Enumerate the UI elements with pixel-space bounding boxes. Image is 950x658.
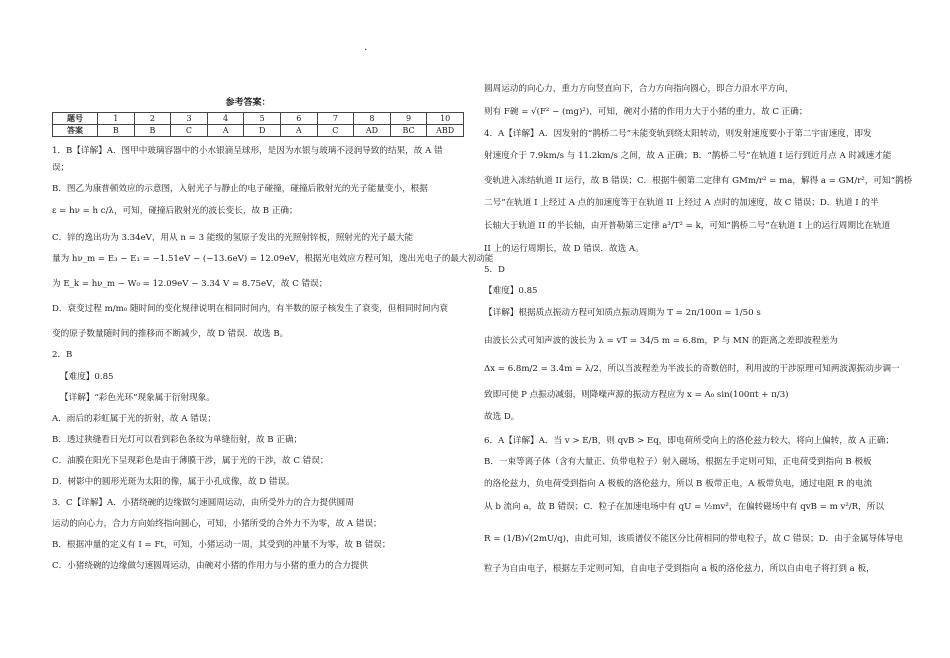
text-line: 量为 hν_m = E₃ − E₁ = −1.51eV − (−13.6eV) = 12.09eV，根据光电效应方程可知，逸出光电子的最大初动能 [52,254,494,264]
text-line: 3．C【详解】A．小猪绕碗的边缘做匀速圆周运动，由所受外力的合力提供圆周 [52,498,354,508]
text-line: 为 E_k = hν_m − W₀ = 12.09eV − 3.34 V = 8.75eV，故 C 错误； [52,279,328,289]
table-cell: ABD [427,125,464,137]
text-line: 6．A【详解】A．当 v > E/B，则 qvB > Eq，即电荷所受向上的洛伦兹力较大，将向上偏转，故 A 正确； [484,436,894,446]
table-cell: 8 [354,113,391,125]
row-label-answer: 答案 [53,125,98,137]
text-line: 由波长公式可知声波的波长为 λ = vT = 34/5 m = 6.8m，P 与 MN 的距离之差即波程差为 [484,336,838,346]
text-line: 从 b 流向 a，故 B 错误；C．粒子在加速电场中有 qU = ½mv²，在偏转磁场中有 qvB = m v²/R，所以 [484,502,884,512]
table-cell: 3 [171,113,208,125]
table-cell: BC [390,125,427,137]
text-line: ε = hν = h c/λ，可知，碰撞后散射光的波长变长，故 B 正确； [52,206,298,216]
table-cell: A [207,125,244,137]
text-line: A．雨后的彩虹属于光的折射，故 A 错误； [52,414,216,424]
table-cell: D [244,125,281,137]
text-line: C．小猪绕碗的边缘做匀速圆周运动，由碗对小猪的作用力与小猪的重力的合力提供 [52,561,368,571]
table-cell: C [171,125,208,137]
text-line: 二号”在轨道 I 上经过 A 点的加速度等于在轨道 II 上经过 A 点时的加速度，故 C 错误；D．轨道 I 的半 [484,198,879,208]
table-cell: 4 [207,113,244,125]
text-line: C．油膜在阳光下呈现彩色是由于薄膜干涉，属于光的干涉，故 C 错误； [52,456,329,466]
text-line: 运动的向心力，合力方向始终指向圆心，可知，小猪所受的合外力不为零，故 A 错误； [52,519,382,529]
text-line: 误； [52,163,70,173]
text-line: 变轨进入冻结轨道 II 运行，故 B 错误；C．根据牛顿第二定律有 GMm/r² = ma，解得 a = GM/r²，可知“鹊桥 [484,176,913,186]
text-line: 的洛伦兹力，负电荷受到指向 A 极板的洛伦兹力，所以 B 板带正电，A 板带负电，通过电阻 R 的电流 [484,479,873,489]
table-cell: 10 [427,113,464,125]
page-header-dot: . [364,42,368,53]
text-line: D．树影中的圆形光斑为太阳的像，属于小孔成像，故 D 错误。 [52,477,295,487]
text-line: 4．A【详解】A．因发射的“鹊桥二号”未能变轨到绕太阳转动，则发射速度要小于第二宇宙速度，即发 [484,129,872,139]
text-line: 【详解】根据质点振动方程可知质点振动周期为 T = 2π/100π = 1/50 s [484,308,761,318]
row-label-number: 题号 [53,113,98,125]
answer-table [52,112,464,137]
table-cell: B [134,125,171,137]
text-line: II 上的运行周期长，故 D 错误．故选 A。 [484,244,644,254]
text-line: 则有 F碗 = √(F² − (mg)²)，可知，碗对小猪的作用力大于小猪的重力，故 C 正确； [484,107,808,117]
text-line: 圆周运动的向心力，重力方向竖直向下，合力方向指向圆心，即合力沿水平方向， [484,84,794,94]
text-line: B．透过狭缝看日光灯可以看到彩色条纹为单缝衍射，故 B 正确； [52,435,303,445]
text-line: 2．B [52,350,73,360]
answer-table-title: 参考答案： [225,98,271,108]
table-cell: 7 [317,113,354,125]
text-line: B．图乙为康普顿效应的示意图，入射光子与静止的电子碰撞，碰撞后散射光的光子能量变小，根据 [52,184,428,194]
text-line: 5．D [484,265,505,275]
text-line: 射速度介于 7.9km/s 与 11.2km/s 之间，故 A 正确；B．“鹊桥二号”在轨道 I 运行到近月点 A 时减速才能 [484,151,892,161]
answer-table-number-row [53,113,464,125]
table-cell: A [280,125,317,137]
table-cell: 9 [390,113,427,125]
table-cell: 2 [134,113,171,125]
text-line: 1．B【详解】A．图甲中玻璃容器中的小水银滴呈球形，是因为水银与玻璃不浸润导致的结果，故 A 错 [52,146,443,156]
text-line: 变的原子数量随时间的推移而不断减少，故 D 错误．故选 B。 [52,329,289,339]
table-cell: AD [354,125,391,137]
text-line: 【难度】0.85 [484,286,538,296]
table-cell: 1 [98,113,135,125]
text-line: 致即可使 P 点振动减弱，则降噪声源的振动方程应为 x = A₀ sin(100πt + π/3) [484,390,789,400]
text-line: Δx = 6.8m/2 = 3.4m = λ/2，所以当波程差为半波长的奇数倍时，利用波的干涉原理可知两波源振动步调一 [484,364,900,374]
table-cell: C [317,125,354,137]
answer-table-answer-row [53,125,464,137]
table-cell: 6 [280,113,317,125]
text-line: B．根据冲量的定义有 I = Ft，可知，小猪运动一周，其受到的冲量不为零，故 B 错误； [52,540,391,550]
text-line: 【难度】0.85 [60,372,114,382]
text-line: 【详解】“彩色光环”现象属于衍射现象。 [60,393,215,403]
text-line: C．锌的逸出功为 3.34eV，用从 n = 3 能级的氢原子发出的光照射锌板，照射光的光子最大能 [52,233,414,243]
table-cell: 5 [244,113,281,125]
text-line: 粒子为自由电子，根据左手定则可知，自由电子受到指向 a 板的洛伦兹力，所以自由电子将打到 a 板， [484,564,875,574]
text-line: 长轴大于轨道 II 的半长轴，由开普勒第三定律 a³/T² = k，可知“鹊桥二号”在轨道 I 上的运行周期比在轨道 [484,221,891,231]
text-line: R = (1/B)√(2mU/q)，由此可知，该质谱仪不能区分比荷相同的带电粒子，故 C 错误；D．由于金属导体导电 [484,534,903,544]
text-line: D．衰变过程 m/m₀ 随时间的变化规律说明在相同时间内，有半数的原子核发生了衰变，但相同时间内衰 [52,304,448,314]
text-line: B．一束等离子体（含有大量正、负带电粒子）射入磁场，根据左手定则可知，正电荷受到指向 B 极板 [484,457,872,467]
text-line: 故选 D。 [484,412,520,422]
table-cell: B [98,125,135,137]
